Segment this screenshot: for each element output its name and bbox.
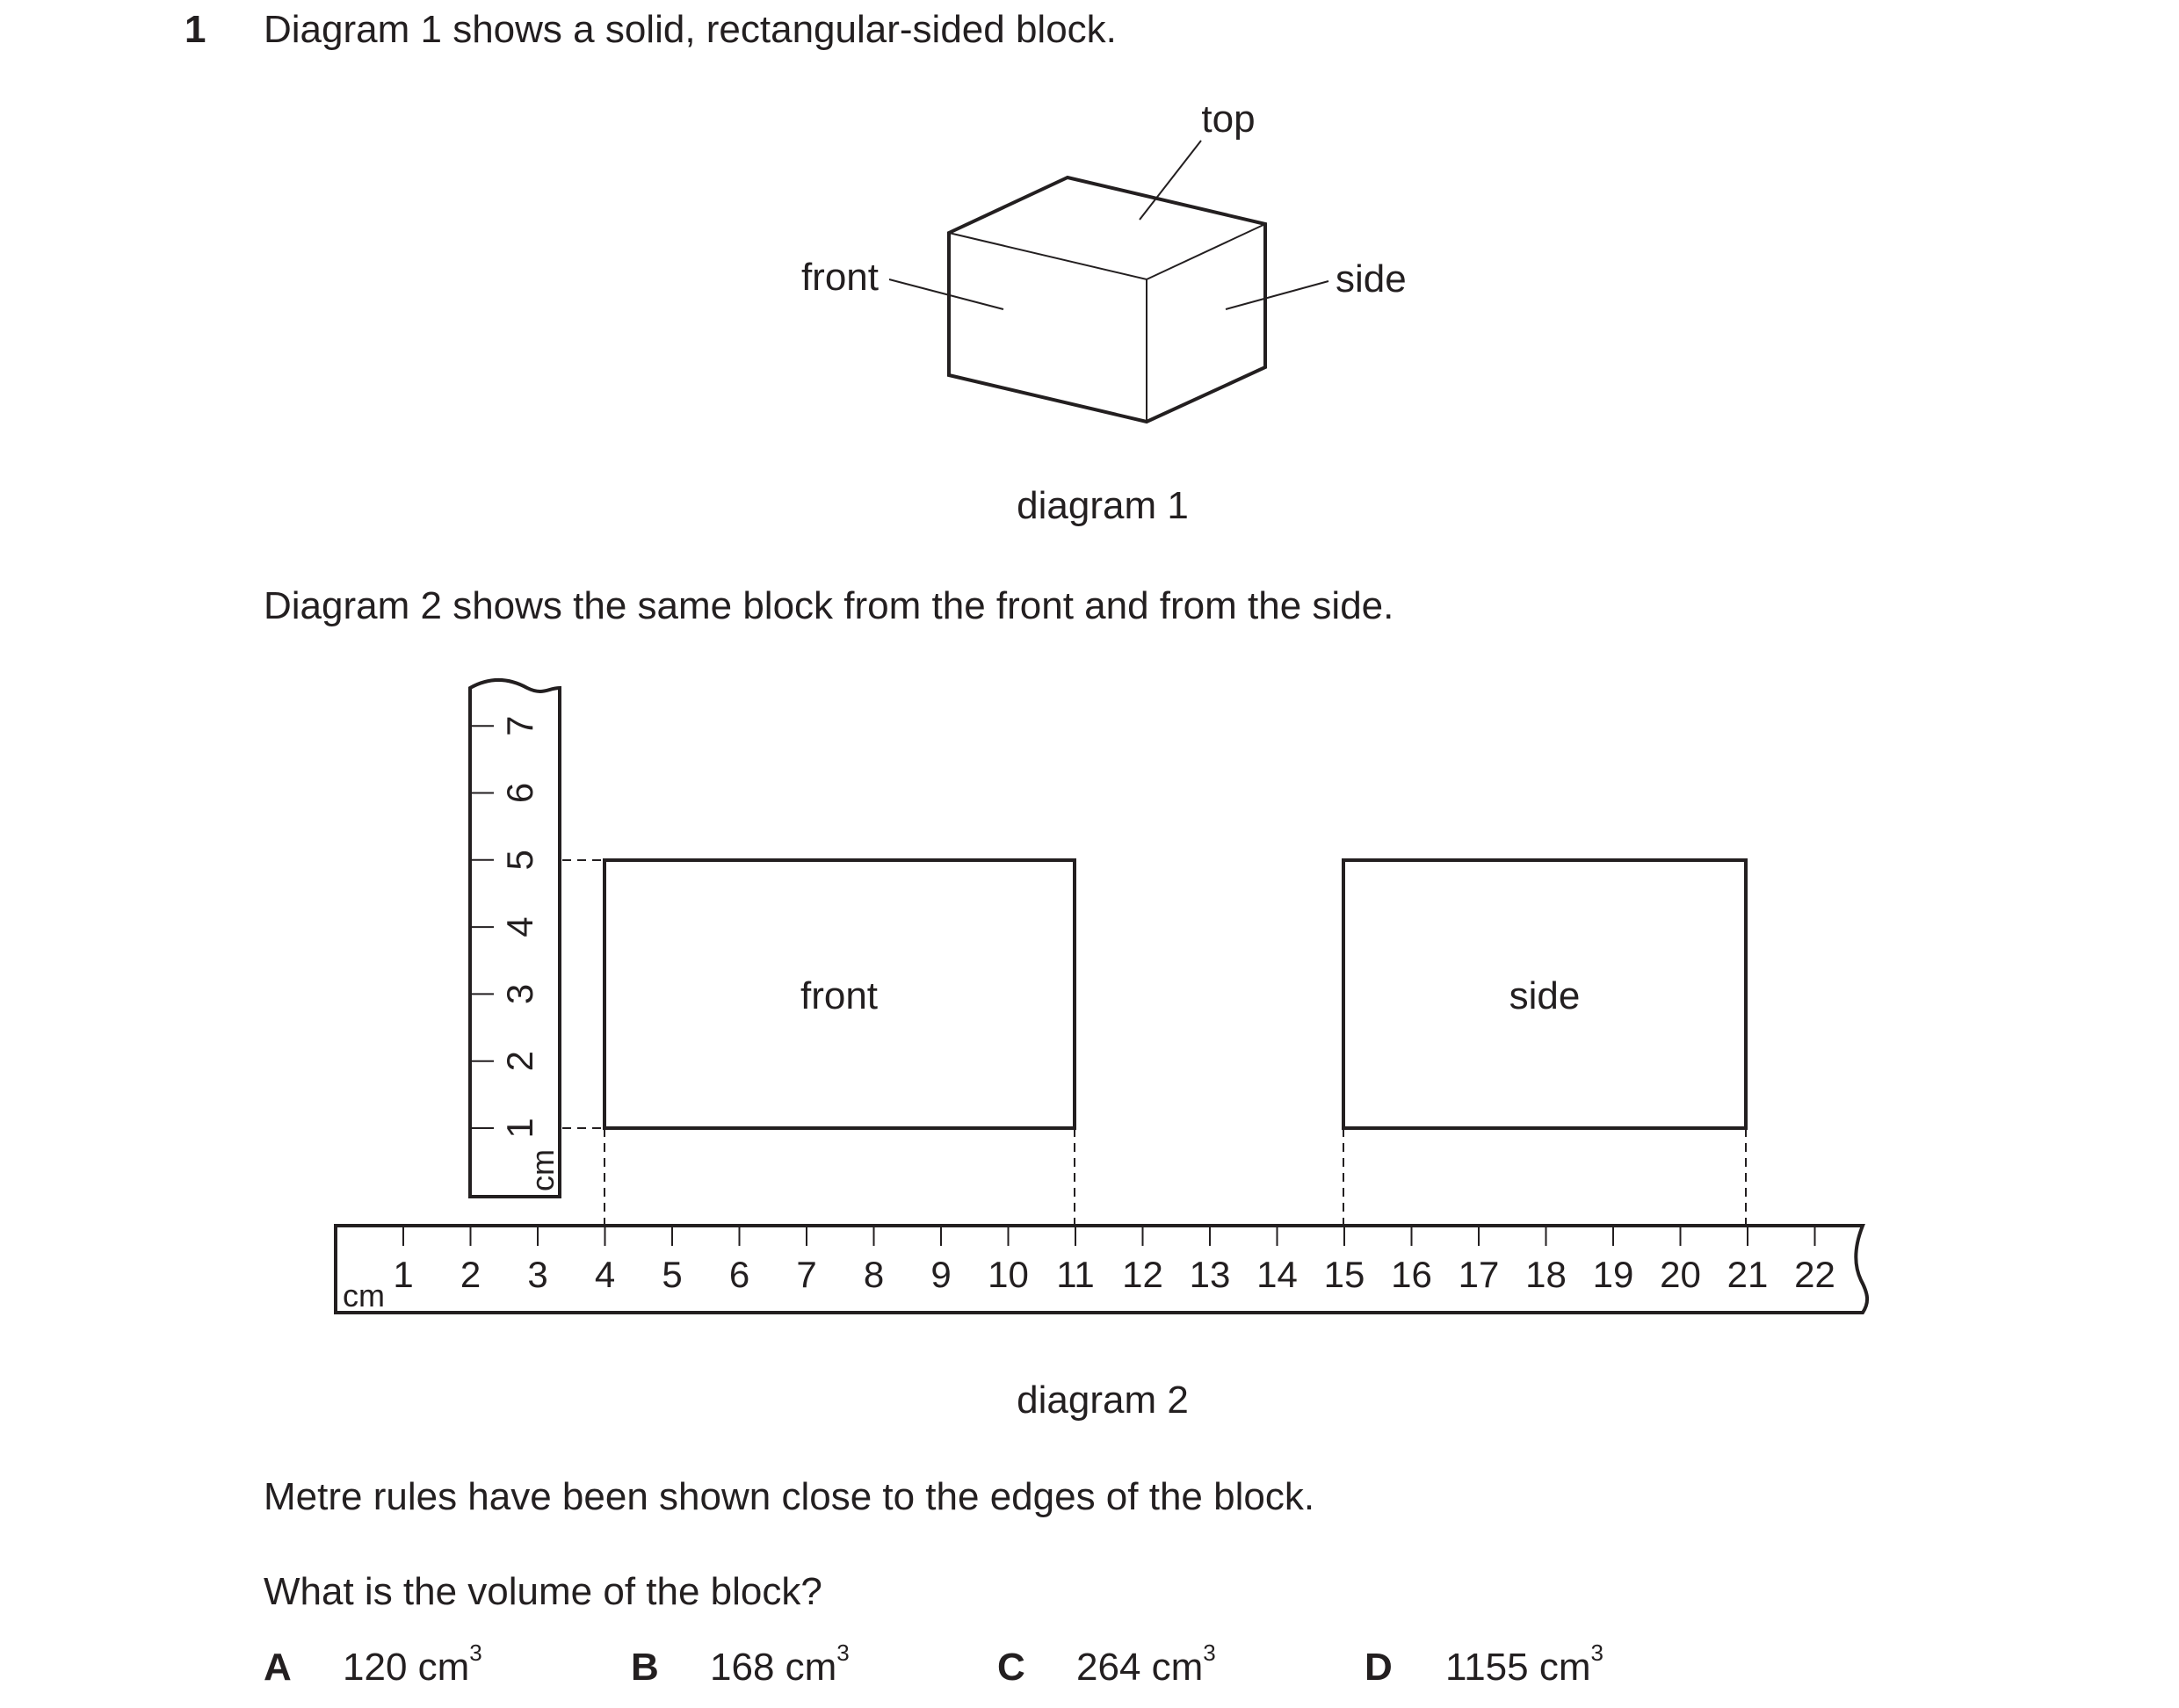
rules-note: Metre rules have been shown close to the edges of the block. xyxy=(264,1475,1315,1518)
question-prompt: What is the volume of the block? xyxy=(264,1570,822,1613)
ruler-tick-label: 7 xyxy=(796,1254,817,1295)
answer-superscript: 3 xyxy=(836,1639,850,1666)
diagram1-caption: diagram 1 xyxy=(1017,484,1189,527)
ruler-tick-label: 10 xyxy=(988,1254,1029,1295)
block-outline xyxy=(949,177,1265,422)
diagram2-intro: Diagram 2 shows the same block from the front and from the side. xyxy=(264,584,1394,627)
diagram-2 xyxy=(336,680,1867,1422)
ruler-tick-label: 1 xyxy=(499,1118,540,1139)
ruler-tick-label: 15 xyxy=(1323,1254,1365,1295)
ruler-tick-label: 2 xyxy=(460,1254,481,1295)
ruler-tick-label: 3 xyxy=(499,983,540,1005)
ruler-tick-label: 2 xyxy=(499,1051,540,1072)
ruler-tick-label: 18 xyxy=(1525,1254,1567,1295)
dashed-guides xyxy=(562,860,1746,1226)
ruler-tick-label: 13 xyxy=(1189,1254,1231,1295)
ruler-tick-label: 11 xyxy=(1056,1254,1095,1295)
answer-option-c[interactable] xyxy=(997,1639,1216,1689)
answer-option-a[interactable] xyxy=(264,1639,482,1689)
front-leader-line xyxy=(889,279,1003,309)
answer-value: 120 cm xyxy=(343,1646,470,1689)
answer-letter: B xyxy=(631,1646,659,1689)
side-leader-line xyxy=(1226,281,1328,309)
diagram2-caption: diagram 2 xyxy=(1017,1379,1189,1422)
answer-value: 168 cm xyxy=(710,1646,837,1689)
ruler-tick-label: 4 xyxy=(594,1254,616,1295)
question-number: 1 xyxy=(185,8,206,51)
answer-letter: D xyxy=(1365,1646,1393,1689)
answer-superscript: 3 xyxy=(469,1639,482,1666)
ruler-tick-label: 19 xyxy=(1592,1254,1634,1295)
ruler-tick-label: 17 xyxy=(1458,1254,1500,1295)
ruler-tick-label: 7 xyxy=(499,715,540,736)
block-inner-edges xyxy=(949,224,1265,279)
ruler-tick-label: 12 xyxy=(1122,1254,1163,1295)
ruler-tick-label: 21 xyxy=(1727,1254,1769,1295)
horizontal-ruler-unit: cm xyxy=(343,1277,385,1314)
answer-letter: A xyxy=(264,1646,292,1689)
answer-superscript: 3 xyxy=(1203,1639,1216,1666)
side-label: side xyxy=(1336,257,1407,300)
answer-letter: C xyxy=(997,1646,1025,1689)
answer-superscript: 3 xyxy=(1590,1639,1603,1666)
ruler-tick-label: 22 xyxy=(1794,1254,1835,1295)
ruler-tick-label: 5 xyxy=(499,850,540,871)
ruler-tick-label: 16 xyxy=(1391,1254,1432,1295)
ruler-tick-label: 6 xyxy=(499,782,540,804)
front-view-label: front xyxy=(800,974,879,1017)
ruler-tick-label: 3 xyxy=(527,1254,548,1295)
front-label: front xyxy=(800,256,879,299)
vertical-ruler-unit: cm xyxy=(525,1149,561,1191)
diagram-1 xyxy=(801,98,1407,527)
ruler-tick-label: 6 xyxy=(728,1254,750,1295)
answer-value: 1155 cm xyxy=(1445,1646,1591,1689)
ruler-tick-label: 1 xyxy=(393,1254,414,1295)
ruler-tick-label: 20 xyxy=(1660,1254,1701,1295)
side-view-label: side xyxy=(1509,974,1581,1017)
ruler-tick-label: 8 xyxy=(863,1254,885,1295)
answer-option-d[interactable] xyxy=(1365,1639,1603,1689)
horizontal-ruler xyxy=(336,1226,1867,1313)
answer-option-b[interactable] xyxy=(631,1639,850,1689)
ruler-tick-label: 5 xyxy=(662,1254,683,1295)
top-label: top xyxy=(1201,98,1256,141)
ruler-tick-label: 4 xyxy=(499,916,540,937)
ruler-tick-label: 14 xyxy=(1256,1254,1298,1295)
question-intro: Diagram 1 shows a solid, rectangular-sided block. xyxy=(264,8,1117,51)
answer-value: 264 cm xyxy=(1076,1646,1204,1689)
ruler-tick-label: 9 xyxy=(930,1254,952,1295)
